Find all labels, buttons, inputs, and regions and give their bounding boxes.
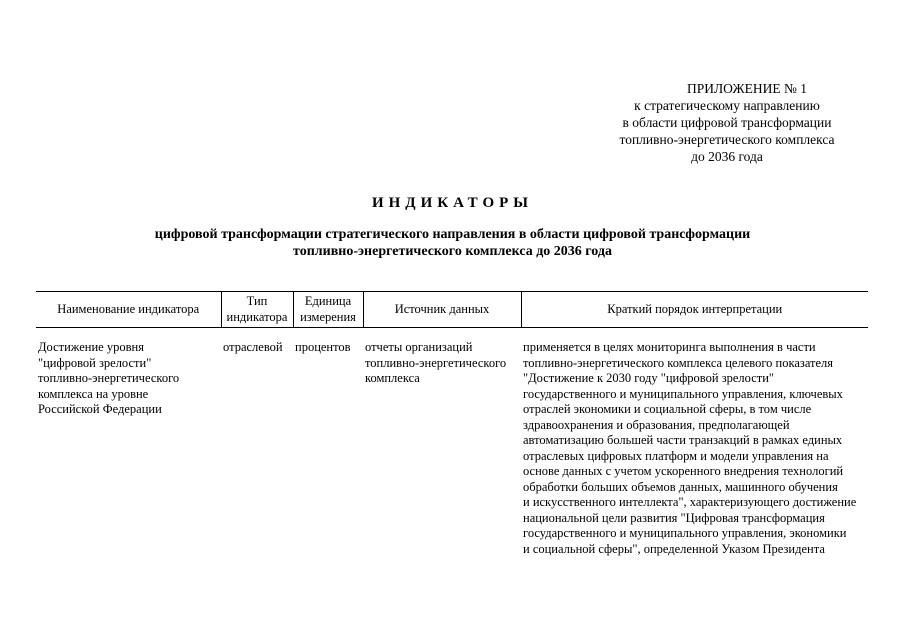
header-text: Единица [304, 294, 352, 308]
cell-text: национальной цели развития "Цифровая трансформация [523, 510, 825, 525]
cell-unit: процентов [295, 340, 351, 354]
cell-text: основе данных с учетом ускоренного внедрения технологий [523, 464, 844, 478]
appendix-line: топливно-энергетического комплекса [619, 132, 835, 147]
cell-text: Российской Федерации [38, 402, 162, 416]
cell-text: отчеты организаций [365, 340, 473, 354]
cell-data-source [363, 340, 521, 557]
cell-text: топливно-энергетического комплекса целевого показателя [523, 355, 834, 370]
table-row [36, 340, 868, 557]
cell-interpretation [521, 340, 868, 557]
header-text: Тип [246, 294, 268, 308]
subtitle-line: топливно-энергетического комплекса до 2036 года [293, 244, 612, 259]
cell-text: и искусственного интеллекта", характеризующего достижение [523, 495, 857, 509]
cell-text: и социальной сферы", определенной Указом Президента [523, 541, 825, 556]
cell-text: применяется в целях мониторинга выполнения в части [523, 340, 816, 354]
appendix-block [604, 80, 850, 165]
header-interpretation: Краткий порядок интерпретации [521, 292, 868, 328]
table-spacer-row [36, 328, 868, 341]
document-title: ИНДИКАТОРЫ [371, 195, 534, 211]
cell-indicator-name [36, 340, 221, 557]
cell-indicator-type: отраслевой [223, 340, 283, 354]
document-subtitle [0, 226, 905, 260]
header-indicator-type [221, 292, 293, 328]
cell-text: Достижение уровня [38, 340, 144, 354]
header-indicator-name: Наименование индикатора [36, 292, 221, 328]
cell-text: обработки больших объемов данных, машинного обучения [523, 479, 838, 494]
cell-text: топливно-энергетического [365, 355, 507, 370]
header-data-source: Источник данных [363, 292, 521, 328]
cell-text: государственного и муниципального управления, ключевых [523, 386, 843, 401]
cell-text: государственного и муниципального управления, экономики [523, 526, 847, 540]
appendix-line: до 2036 года [691, 149, 763, 164]
subtitle-line: цифровой трансформации стратегического направления в области цифровой трансформации [154, 227, 751, 242]
cell-text: комплекса [365, 371, 420, 385]
header-text: индикатора [226, 309, 288, 324]
cell-text: "цифровой зрелости" [38, 355, 152, 370]
header-unit [293, 292, 363, 328]
cell-text: "Достижение к 2030 году "цифровой зрелости" [523, 371, 775, 385]
cell-text: здравоохранения и образования, предполагающей [523, 417, 790, 432]
appendix-line: в области цифровой трансформации [622, 115, 832, 130]
header-text: измерения [300, 309, 356, 324]
appendix-line: к стратегическому направлению [634, 98, 820, 113]
cell-text: комплекса на уровне [38, 386, 149, 401]
appendix-heading: ПРИЛОЖЕНИЕ № 1 [686, 81, 808, 96]
indicators-table [36, 291, 868, 557]
table-header-row [36, 292, 868, 328]
cell-text: отраслей экономики и социальной сферы, в том числе [523, 402, 812, 416]
cell-text: топливно-энергетического [38, 371, 180, 385]
cell-text: отраслевых цифровых платформ и модели управления на [523, 448, 829, 463]
cell-text: автоматизацию большей части транзакций в рамках единых [523, 433, 843, 447]
